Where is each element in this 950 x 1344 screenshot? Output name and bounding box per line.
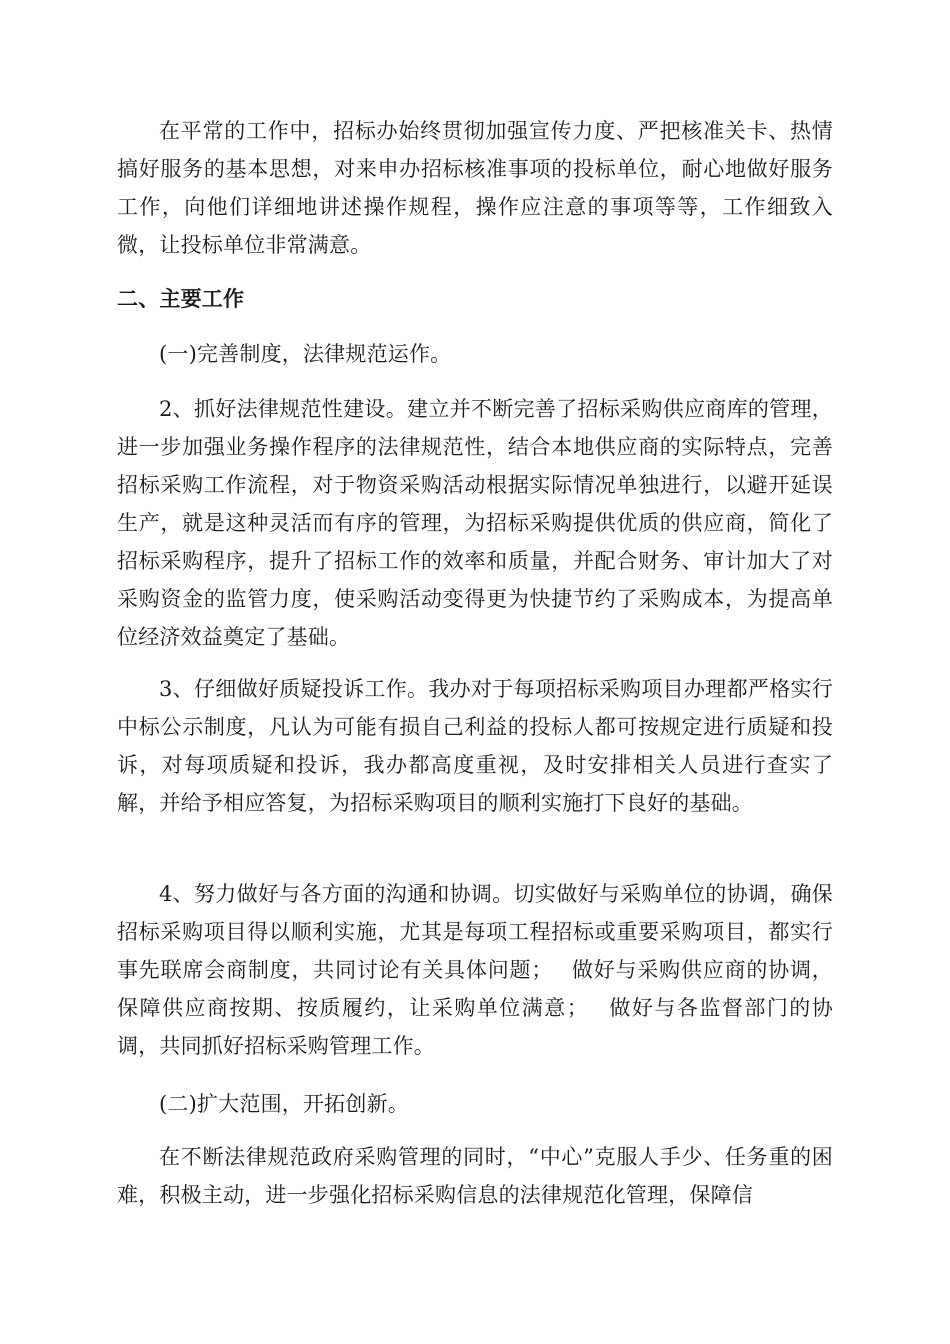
- section-heading-main-work: 二、主要工作: [117, 287, 245, 311]
- subsection-heading-2: (二)扩大范围，开拓创新。: [159, 1092, 409, 1116]
- paragraph-item-4: 4、努力做好与各方面的沟通和协调。切实做好与采购单位的协调，确保招标采购项目得以顺利实施，尤其是每项工程招标或重要采购项目，都实行事先联席会商制度，共同讨论有关具体问题； 做好与采购供应商的协调，保障供应商按期、按质履约，让采购单位满意； 做好与各监督部门的协调，共同抓好招标采购管理工作。: [117, 882, 833, 1058]
- paragraph-expand-scope: 在不断法律规范政府采购管理的同时，“中心”克服人手少、任务重的困难，积极主动，进一步强化招标采购信息的法律规范化管理，保障信: [117, 1145, 833, 1207]
- paragraph-item-2: 2、抓好法律规范性建设。建立并不断完善了招标采购供应商库的管理，进一步加强业务操作程序的法律规范性，结合本地供应商的实际特点，完善招标采购工作流程，对于物资采购活动根据实际情况单独进行，以避开延误生产，就是这种灵活而有序的管理，为招标采购提供优质的供应商，简化了招标采购程序，提升了招标工作的效率和质量，并配合财务、审计加大了对采购资金的监管力度，使采购活动变得更为快捷节约了采购成本，为提高单位经济效益奠定了基础。: [117, 397, 833, 649]
- paragraph-item-3: 3、仔细做好质疑投诉工作。我办对于每项招标采购项目办理都严格实行中标公示制度，凡认为可能有损自己利益的投标人都可按规定进行质疑和投诉，对每项质疑和投诉，我办都高度重视，及时安排相关人员进行查实了解，并给予相应答复，为招标采购项目的顺利实施打下良好的基础。: [117, 677, 833, 815]
- intro-paragraph: 在平常的工作中，招标办始终贯彻加强宣传力度、严把核准关卡、热情搞好服务的基本思想，对来申办招标核准事项的投标单位，耐心地做好服务工作，向他们详细地讲述操作规程，操作应注意的事项等等，工作细致入微，让投标单位非常满意。: [117, 119, 833, 257]
- subsection-heading-1: (一)完善制度，法律规范运作。: [159, 342, 452, 366]
